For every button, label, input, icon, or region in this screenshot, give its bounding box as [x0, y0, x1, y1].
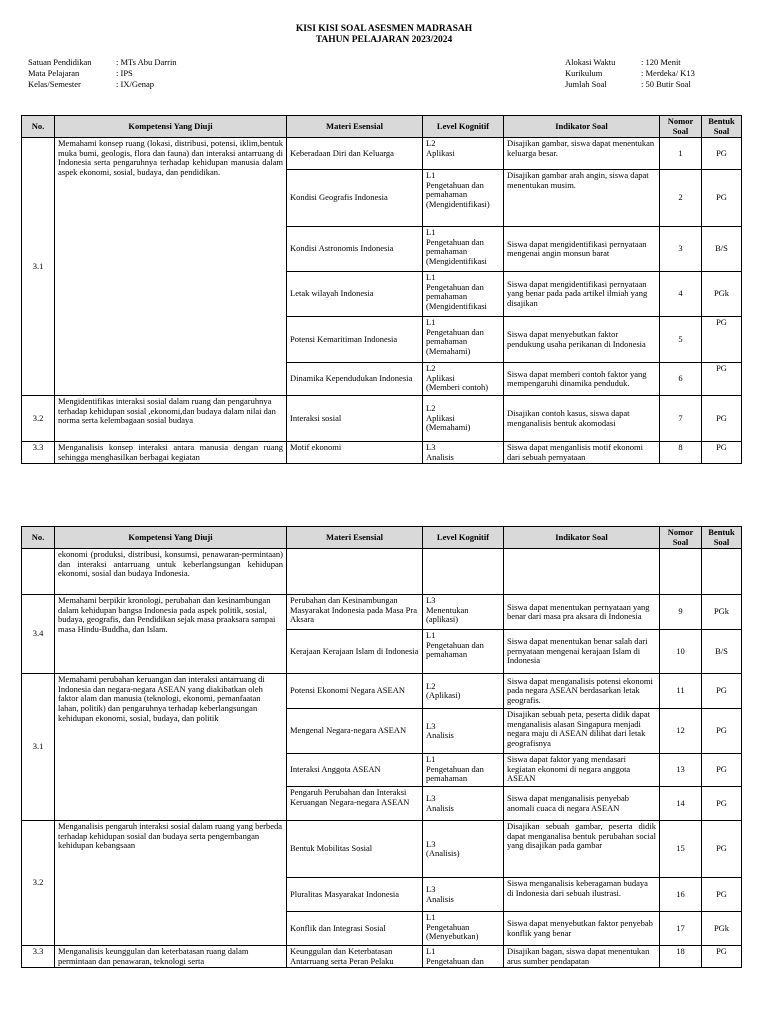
row-bentuk: [702, 549, 742, 595]
row-indikator: Siswa dapat memberi contoh faktor yang mempengaruhi dinamika penduduk.: [504, 363, 660, 396]
row-level: L3 Analisis: [423, 878, 504, 912]
row-materi: Kerajaan Kerajaan Islam di Indonesia: [287, 630, 423, 674]
row-kompetensi: Menganalisis pengaruh interaksi sosial dalam ruang yang berbeda terhadap kehidupan sosial dan budaya serta pengembangan kehidupan kebangsaan: [55, 821, 287, 946]
row-indikator: Siswa dapat menyebutkan faktor pendukung usaha perikanan di Indonesia: [504, 317, 660, 363]
meta-value: : 120 Menit: [641, 57, 681, 67]
row-nomor: 13: [660, 754, 702, 787]
meta-key: Kelas/Semester: [28, 79, 81, 89]
kisi-kisi-table-page-2: [21, 526, 742, 968]
meta-key: Kurikulum: [565, 68, 603, 78]
row-no: 3.2: [22, 821, 55, 946]
row-kompetensi: Memahami perubahan keruangan dan interaksi antarruang di Indonesia dan negara-negara ASEAN yang diakibatkan oleh faktor alam dan manusia (teknologi, ekonomi, pemanfaatan lahan, politik) dan pengaruhnya terhadap keberlangsungan kehidupan ekonomi, sosial, budaya, dan politik: [55, 674, 287, 821]
header-bentuk: Bentuk Soal: [702, 116, 742, 138]
row-bentuk: PGk: [702, 595, 742, 630]
row-nomor: 8: [660, 442, 702, 464]
row-materi: Keberadaan Diri dan Keluarga: [287, 138, 423, 170]
row-no: [22, 549, 55, 595]
header-kompetensi: Kompetensi Yang Diuji: [55, 116, 287, 138]
row-materi: Kondisi Geografis Indonesia: [287, 170, 423, 227]
row-level: L1 Pengetahuan dan pemahaman (Mengidentifikasi: [423, 272, 504, 317]
row-bentuk: PG: [702, 787, 742, 821]
row-level: L3 Analisis: [423, 787, 504, 821]
row-nomor: 6: [660, 363, 702, 396]
table-row: [22, 549, 742, 595]
header-indikator: Indikator Soal: [504, 527, 660, 549]
row-kompetensi: Memahami berpikir kronologi, perubahan dan kesinambungan dalam kehidupan bangsa Indonesia pada aspek politik, sosial, budaya, geografis, dan Pendidikan sejak masa praaksara sampai masa Hindu-Buddha, dan Islam.: [55, 595, 287, 674]
meta-value: : IX/Genap: [116, 79, 155, 89]
row-bentuk: B/S: [702, 630, 742, 674]
row-indikator: Disajikan sebuah gambar, peserta didik dapat menganalisa bentuk perubahan social yang disajikan pada gambar: [504, 821, 660, 878]
row-nomor: 12: [660, 709, 702, 754]
row-bentuk: PG: [702, 442, 742, 464]
row-materi: Perubahan dan Kesinambungan Masyarakat Indonesia pada Masa Pra Aksara: [287, 595, 423, 630]
table-row: [22, 138, 742, 170]
row-level: L3 Analisis: [423, 709, 504, 754]
row-no: 3.4: [22, 595, 55, 674]
meta-key: Alokasi Waktu: [565, 57, 616, 67]
row-level: L1 Pengetahuan dan pemahaman (Memahami): [423, 317, 504, 363]
row-materi: Konflik dan Integrasi Sosial: [287, 912, 423, 946]
row-nomor: 3: [660, 227, 702, 272]
row-materi: Bentuk Mobilitas Sosial: [287, 821, 423, 878]
row-bentuk: PG: [702, 821, 742, 878]
row-nomor: 1: [660, 138, 702, 170]
row-level: L3 (Analisis): [423, 821, 504, 878]
row-kompetensi-continued: ekonomi (produksi, distribusi, konsumsi, penawaran-permintaan) dan interaksi antarruang untuk keberlangsungan kehidupan ekonomi, sosial dan budaya Indonesia.: [55, 549, 287, 595]
row-level: L1 Pengetahuan (Menyebutkan): [423, 912, 504, 946]
row-level: [423, 549, 504, 595]
row-indikator: Siswa dapat mengidentifikasi pernyataan yang benar pada pada artikel ilmiah yang disajikan: [504, 272, 660, 317]
row-indikator: Siswa dapat menyebutkan faktor penyebab konflik yang benar: [504, 912, 660, 946]
header-nomor: Nomor Soal: [660, 527, 702, 549]
table-row: [22, 396, 742, 442]
row-indikator: Siswa dapat mengidentifikasi pernyataan mengenai angin monsun barat: [504, 227, 660, 272]
row-materi: Mengenal Negara-negara ASEAN: [287, 709, 423, 754]
row-bentuk: PG: [702, 946, 742, 968]
row-level: L1 Pengetahuan dan pemahaman: [423, 754, 504, 787]
table-header-row: [22, 116, 742, 138]
row-kompetensi: Memahami konsep ruang (lokasi, distribusi, potensi, iklim,bentuk muka bumi, geologis, flora dan fauna) dan interaksi antarruang di Indonesia serta pengaruhnya terhadap kehidupan manusia dalam aspek ekonomi, sosial, budaya, dan pendidikan.: [55, 138, 287, 396]
row-no: 3.1: [22, 138, 55, 396]
row-bentuk: PG: [702, 878, 742, 912]
row-level: L2 Aplikasi (Memahami): [423, 396, 504, 442]
row-indikator: Siswa dapat menganalisis penyebab anomali cuaca di negara ASEAN: [504, 787, 660, 821]
kisi-kisi-table-page-1: [21, 115, 742, 464]
row-indikator: Siswa dapat menentukan benar salah dari pernyataan mengenai kerajaan Islam di Indonesia: [504, 630, 660, 674]
row-kompetensi: Mengidentifikas interaksi sosial dalam ruang dan pengaruhnya terhadap kehidupan sosial ,ekonomi,dan budaya dalam nilai dan norma serta kelembagaan sosial budaya: [55, 396, 287, 442]
row-materi: [287, 549, 423, 595]
row-bentuk: PG: [702, 709, 742, 754]
meta-key: Jumlah Soal: [565, 79, 607, 89]
row-materi: Motif ekonomi: [287, 442, 423, 464]
row-level: L1 Pengetahuan dan pemahaman (Mengidentifikasi: [423, 227, 504, 272]
row-indikator: Siswa dapat menganlisis motif ekonomi dari sebuah pernyataan: [504, 442, 660, 464]
row-bentuk: PG: [702, 363, 742, 396]
row-nomor: 7: [660, 396, 702, 442]
row-materi: Pluralitas Masyarakat Indonesia: [287, 878, 423, 912]
row-nomor: 9: [660, 595, 702, 630]
row-indikator: Siswa menganalisis keberagaman budaya di Indonesia dari sebuah ilustrasi.: [504, 878, 660, 912]
row-no: 3.3: [22, 946, 55, 968]
row-nomor: 18: [660, 946, 702, 968]
row-indikator: Disajikan gambar arah angin, siswa dapat menentukan musim.: [504, 170, 660, 227]
row-nomor: 4: [660, 272, 702, 317]
row-indikator: Siswa dapat menentukan pernyataan yang benar dari masa pra aksara di Indonesia: [504, 595, 660, 630]
row-no: 3.1: [22, 674, 55, 821]
row-materi: Kondisi Astronomis Indonesia: [287, 227, 423, 272]
header-kompetensi: Kompetensi Yang Diuji: [55, 527, 287, 549]
document-subtitle: TAHUN PELAJARAN 2023/2024: [315, 35, 453, 45]
meta-right: [565, 58, 695, 91]
row-bentuk: PG: [702, 396, 742, 442]
meta-value: : 50 Butir Soal: [641, 79, 691, 89]
meta-key: Satuan Pendidikan: [28, 57, 92, 67]
row-materi: Interaksi Anggota ASEAN: [287, 754, 423, 787]
table-row: [22, 442, 742, 464]
header-nomor: Nomor Soal: [660, 116, 702, 138]
row-bentuk: B/S: [702, 227, 742, 272]
row-no: 3.2: [22, 396, 55, 442]
table-row: [22, 946, 742, 968]
table-header-row: [22, 527, 742, 549]
header-materi: Materi Esensial: [287, 116, 423, 138]
header-bentuk: Bentuk Soal: [702, 527, 742, 549]
row-materi: Dinamika Kependudukan Indonesia: [287, 363, 423, 396]
row-indikator: Siswa dapat menganalisis potensi ekonomi pada negara ASEAN berdasarkan letak geografis.: [504, 674, 660, 709]
table-row: [22, 821, 742, 878]
header-indikator: Indikator Soal: [504, 116, 660, 138]
row-indikator: Disajikan sebuah peta, peserta didik dapat menganalisis alasan Singapura menjadi negara maju di ASEAN dilihat dari letak geografisnya: [504, 709, 660, 754]
row-nomor: [660, 549, 702, 595]
row-indikator: Siswa dapat faktor yang mendasari kegiatan ekonomi di negara anggota ASEAN: [504, 754, 660, 787]
row-materi: Potensi Ekonomi Negara ASEAN: [287, 674, 423, 709]
row-nomor: 17: [660, 912, 702, 946]
row-indikator: [504, 549, 660, 595]
row-bentuk: PGk: [702, 912, 742, 946]
row-materi: Potensi Kemaritiman Indonesia: [287, 317, 423, 363]
meta-value: : Merdeka/ K13: [641, 68, 695, 78]
row-materi: Letak wilayah Indonesia: [287, 272, 423, 317]
header-no: No.: [22, 116, 55, 138]
row-bentuk: PG: [702, 317, 742, 363]
row-bentuk: PG: [702, 138, 742, 170]
table-row: [22, 595, 742, 630]
row-level: L2 Aplikasi (Memberi contoh): [423, 363, 504, 396]
row-indikator: Disajikan contoh kasus, siswa dapat menganalisis bentuk akomodasi: [504, 396, 660, 442]
table-row: [22, 674, 742, 709]
row-level: L3 Analisis: [423, 442, 504, 464]
document-title: KISI KISI SOAL ASESMEN MADRASAH: [295, 24, 473, 34]
row-nomor: 2: [660, 170, 702, 227]
row-materi: Pengaruh Perubahan dan Interaksi Keruangan Negara-negara ASEAN: [287, 787, 423, 821]
meta-left: [28, 58, 177, 91]
row-kompetensi: Menganalisis konsep interaksi antara manusia dengan ruang sehingga menghasilkan berbagai kegiatan: [55, 442, 287, 464]
row-bentuk: PG: [702, 170, 742, 227]
row-nomor: 15: [660, 821, 702, 878]
row-nomor: 5: [660, 317, 702, 363]
header-level: Level Kognitif: [423, 527, 504, 549]
row-bentuk: PGk: [702, 272, 742, 317]
row-level: L1 Pengetahuan dan pemahaman: [423, 630, 504, 674]
header-no: No.: [22, 527, 55, 549]
meta-value: : IPS: [116, 68, 133, 78]
row-nomor: 16: [660, 878, 702, 912]
row-level: L2 (Aplikasi): [423, 674, 504, 709]
header-materi: Materi Esensial: [287, 527, 423, 549]
row-materi: Interaksi sosial: [287, 396, 423, 442]
row-level: L3 Menentukan (aplikasi): [423, 595, 504, 630]
row-indikator: Disajikan gambar, siswa dapat menentukan keluarga besar.: [504, 138, 660, 170]
row-level: L1 Pengetahuan dan pemahaman (Mengidentifikasi): [423, 170, 504, 227]
row-nomor: 10: [660, 630, 702, 674]
meta-key: Mata Pelajaran: [28, 68, 80, 78]
row-kompetensi: Menganalisis keunggulan dan keterbatasan ruang dalam permintaan dan penawaran, teknologi serta: [55, 946, 287, 968]
row-level: L2 Aplikasi: [423, 138, 504, 170]
row-indikator: Disajikan bagan, siswa dapat menentukan arus sumber pendapatan: [504, 946, 660, 968]
header-level: Level Kognitif: [423, 116, 504, 138]
row-bentuk: PG: [702, 674, 742, 709]
row-level: L1 Pengetahuan dan: [423, 946, 504, 968]
row-bentuk: PG: [702, 754, 742, 787]
row-materi: Keunggulan dan Keterbatasan Antarruang serta Peran Pelaku: [287, 946, 423, 968]
row-nomor: 11: [660, 674, 702, 709]
meta-value: : MTs Abu Darrin: [116, 57, 177, 67]
row-nomor: 14: [660, 787, 702, 821]
row-no: 3.3: [22, 442, 55, 464]
